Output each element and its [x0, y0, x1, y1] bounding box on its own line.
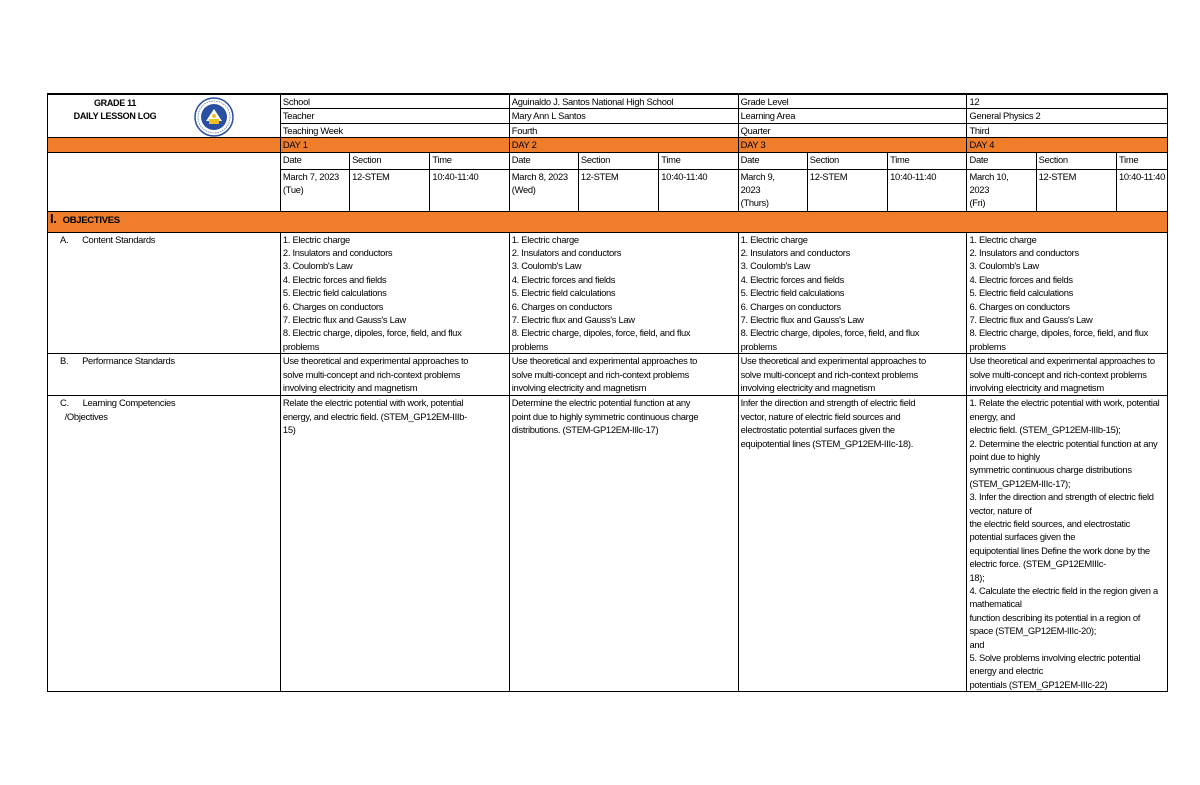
date-line: (Fri) [969, 197, 986, 209]
list-item: 8. Electric charge, dipoles, force, field, and flux [511, 327, 691, 339]
list-item: solve multi-concept and rich-context problems [282, 368, 461, 380]
list-item: the electric field sources, and electrostatic [969, 517, 1131, 529]
list-item: involving electricity and magnetism [282, 382, 418, 394]
school-label: School [280, 94, 509, 109]
list-item: Use theoretical and experimental approaches to [282, 355, 469, 367]
objectives-title: OBJECTIVES [62, 214, 120, 226]
day-2-time: 10:40-11:40 [659, 169, 738, 211]
teaching-week-value: Fourth [509, 123, 738, 137]
day-1-date [280, 169, 349, 211]
date-line: 2023 [969, 184, 990, 196]
daily-lesson-log [47, 93, 1168, 692]
list-item: problems [969, 340, 1006, 352]
deped-seal-icon [194, 97, 234, 137]
list-item: Use theoretical and experimental approaches to [740, 355, 926, 367]
day-1-title: DAY 1 [280, 138, 509, 152]
list-item: solve multi-concept and rich-context problems [511, 368, 689, 380]
list-item: 3. Coulomb's Law [511, 260, 582, 272]
day-3-title: DAY 3 [738, 138, 967, 152]
day-2-section: 12-STEM [578, 169, 658, 211]
day-3-date-label: Date [738, 152, 807, 169]
list-item: Use theoretical and experimental approaches to [511, 355, 698, 367]
list-item: 2. Insulators and conductors [511, 247, 622, 259]
list-item: and [969, 638, 985, 650]
day-4-competencies [967, 396, 1168, 692]
list-item: 18); [969, 571, 985, 583]
list-item: 2. Determine the electric potential function at any [969, 437, 1158, 449]
list-item: solve multi-concept and rich-context problems [969, 368, 1147, 380]
date-line: March 9, [740, 170, 775, 182]
learning-area-label: Learning Area [738, 109, 967, 123]
list-item: 5. Solve problems involving electric potential [969, 652, 1141, 663]
day-header-blank [48, 138, 281, 152]
competencies-label-line: /Objectives [60, 410, 108, 422]
list-item: energy and electric [969, 665, 1043, 677]
list-item: Relate the electric potential with work, potential [282, 397, 464, 409]
list-item: 3. Infer the direction and strength of electric field [969, 491, 1154, 503]
school-value: Aguinaldo J. Santos National High School [509, 94, 738, 109]
list-item: vector, nature of electric field sources and [740, 410, 901, 422]
competencies-label-line: C. Learning Competencies [60, 397, 176, 409]
list-item: symmetric continuous charge distributions [969, 464, 1132, 476]
day-1-time-label: Time [430, 152, 509, 169]
day-4-time-label: Time [1116, 152, 1167, 169]
date-line: (Tue) [282, 184, 304, 196]
list-item: potential surfaces given the [969, 531, 1076, 543]
day-3-content-standards [738, 232, 967, 354]
content-standards-label: A. Content Standards [48, 232, 281, 354]
schedule-blank [48, 152, 281, 211]
list-item: 15) [282, 424, 296, 436]
list-item: 5. Electric field calculations [740, 287, 845, 299]
list-item: point due to highly symmetric continuous charge [511, 410, 699, 422]
list-item: 3. Coulomb's Law [282, 260, 353, 272]
date-line: March 10, [969, 170, 1009, 182]
list-item: 6. Charges on conductors [282, 300, 384, 312]
list-item: 4. Electric forces and fields [282, 273, 387, 285]
list-item: energy, and electric field. (STEM_GP12EM-IIIb- [282, 410, 467, 422]
day-4-time: 10:40-11:40 [1116, 169, 1167, 211]
grade-level-label: Grade Level [738, 94, 967, 109]
teacher-value: Mary Ann L Santos [509, 109, 738, 123]
list-item: 1. Relate the electric potential with work, potential [969, 397, 1160, 409]
list-item: involving electricity and magnetism [969, 382, 1104, 394]
day-2-title: DAY 2 [509, 138, 738, 152]
day-1-content-standards [280, 232, 509, 354]
day-3-time-label: Time [888, 152, 967, 169]
day-4-date-label: Date [967, 152, 1036, 169]
list-item: problems [740, 340, 777, 352]
date-line: (Wed) [511, 184, 536, 196]
list-item: 6. Charges on conductors [511, 300, 612, 312]
day-2-section-label: Section [578, 152, 658, 169]
list-item: 6. Charges on conductors [740, 300, 841, 312]
list-item: Determine the electric potential function at any [511, 397, 691, 409]
performance-standards-label: B. Performance Standards [48, 354, 281, 396]
day-3-date [738, 169, 807, 211]
list-item: 3. Coulomb's Law [740, 260, 811, 272]
date-line: (Thurs) [740, 197, 769, 209]
list-item: 2. Insulators and conductors [282, 247, 393, 259]
day-2-date [509, 169, 578, 211]
list-item: 1. Electric charge [511, 233, 579, 245]
list-item: 3. Coulomb's Law [969, 260, 1039, 272]
day-1-date-label: Date [280, 152, 349, 169]
list-item: electric field. (STEM_GP12EM-IIIb-15); [969, 424, 1121, 436]
day-4-content-standards [967, 232, 1168, 354]
list-item: 1. Electric charge [282, 233, 350, 245]
day-2-date-label: Date [509, 152, 578, 169]
list-item: 8. Electric charge, dipoles, force, field, and flux [969, 327, 1149, 339]
teaching-week-label: Teaching Week [280, 123, 509, 137]
day-2-performance-standards [509, 354, 738, 396]
learning-area-value: General Physics 2 [967, 109, 1168, 123]
quarter-value: Third [967, 123, 1168, 137]
list-item: 8. Electric charge, dipoles, force, field, and flux [740, 327, 920, 339]
list-item: 4. Electric forces and fields [511, 273, 616, 285]
list-item: solve multi-concept and rich-context problems [740, 368, 918, 380]
list-item: potentials (STEM_GP12EM-IIIc-22) [969, 678, 1108, 690]
day-3-section: 12-STEM [807, 169, 887, 211]
list-item: 2. Insulators and conductors [969, 247, 1079, 259]
list-item: equipotential lines (STEM_GP12EM-IIIc-18). [740, 437, 913, 449]
list-item: 7. Electric flux and Gauss's Law [969, 314, 1093, 326]
list-item: Infer the direction and strength of electric field [740, 397, 916, 409]
date-line: March 7, 2023 [282, 170, 339, 182]
day-4-title: DAY 4 [967, 138, 1168, 152]
list-item: 7. Electric flux and Gauss's Law [740, 314, 864, 326]
list-item: electrostatic potential surfaces given the [740, 424, 895, 436]
list-item: 6. Charges on conductors [969, 300, 1070, 312]
list-item: involving electricity and magnetism [740, 382, 875, 394]
day-3-competencies [738, 396, 967, 692]
grade-label: GRADE 11 [93, 98, 137, 108]
day-2-competencies [509, 396, 738, 692]
date-line: March 8, 2023 [511, 170, 568, 182]
day-1-section-label: Section [350, 152, 430, 169]
grade-title [50, 97, 180, 123]
list-item: 8. Electric charge, dipoles, force, field, and flux [282, 327, 462, 339]
day-3-time: 10:40-11:40 [888, 169, 967, 211]
list-item: 5. Electric field calculations [282, 287, 387, 299]
quarter-label: Quarter [738, 123, 967, 137]
list-item: (STEM_GP12EM-IIIc-17); [969, 477, 1071, 489]
day-1-time: 10:40-11:40 [430, 169, 509, 211]
list-item: 1. Electric charge [969, 233, 1037, 245]
day-1-performance-standards [280, 354, 509, 396]
day-4-section-label: Section [1036, 152, 1116, 169]
list-item: mathematical [969, 598, 1022, 610]
day-1-competencies [280, 396, 509, 692]
lesson-log-table [47, 93, 1168, 692]
grade-level-value: 12 [967, 94, 1168, 109]
day-4-date [967, 169, 1036, 211]
list-item: 4. Electric forces and fields [740, 273, 844, 285]
day-3-section-label: Section [807, 152, 887, 169]
objectives-heading [48, 211, 1168, 232]
list-item: distributions. (STEM-GP12EM-IIlc-17) [511, 424, 659, 436]
day-4-performance-standards [967, 354, 1168, 396]
title-block [48, 94, 281, 138]
list-item: point due to highly [969, 450, 1040, 462]
day-2-content-standards [509, 232, 738, 354]
list-item: 5. Electric field calculations [969, 287, 1074, 299]
list-item: vector, nature of [969, 504, 1032, 516]
list-item: involving electricity and magnetism [511, 382, 647, 394]
log-title: DAILY LESSON LOG [73, 111, 157, 121]
day-1-section: 12-STEM [350, 169, 430, 211]
day-3-performance-standards [738, 354, 967, 396]
list-item: problems [511, 340, 548, 352]
list-item: 1. Electric charge [740, 233, 808, 245]
date-line: 2023 [740, 184, 761, 196]
competencies-label [48, 396, 281, 692]
list-item: 4. Calculate the electric field in the region given a [969, 584, 1158, 596]
list-item: equipotential lines Define the work done by the [969, 544, 1150, 556]
teacher-label: Teacher [280, 109, 509, 123]
day-4-section: 12-STEM [1036, 169, 1116, 211]
list-item: 5. Electric field calculations [511, 287, 616, 299]
list-item: electric force. (STEM_GP12EMIIIc- [969, 558, 1106, 570]
list-item: energy, and [969, 410, 1015, 422]
list-item: 2. Insulators and conductors [740, 247, 851, 259]
list-item: 4. Electric forces and fields [969, 273, 1073, 285]
list-item: Use theoretical and experimental approaches to [969, 355, 1155, 367]
list-item: function describing its potential in a region of [969, 611, 1141, 623]
list-item: space (STEM_GP12EM-IIIc-20); [969, 625, 1097, 637]
list-item: 7. Electric flux and Gauss's Law [282, 314, 406, 326]
list-item: 7. Electric flux and Gauss's Law [511, 314, 635, 326]
day-2-time-label: Time [659, 152, 738, 169]
objectives-number: I. [50, 211, 57, 226]
list-item: problems [282, 340, 320, 352]
